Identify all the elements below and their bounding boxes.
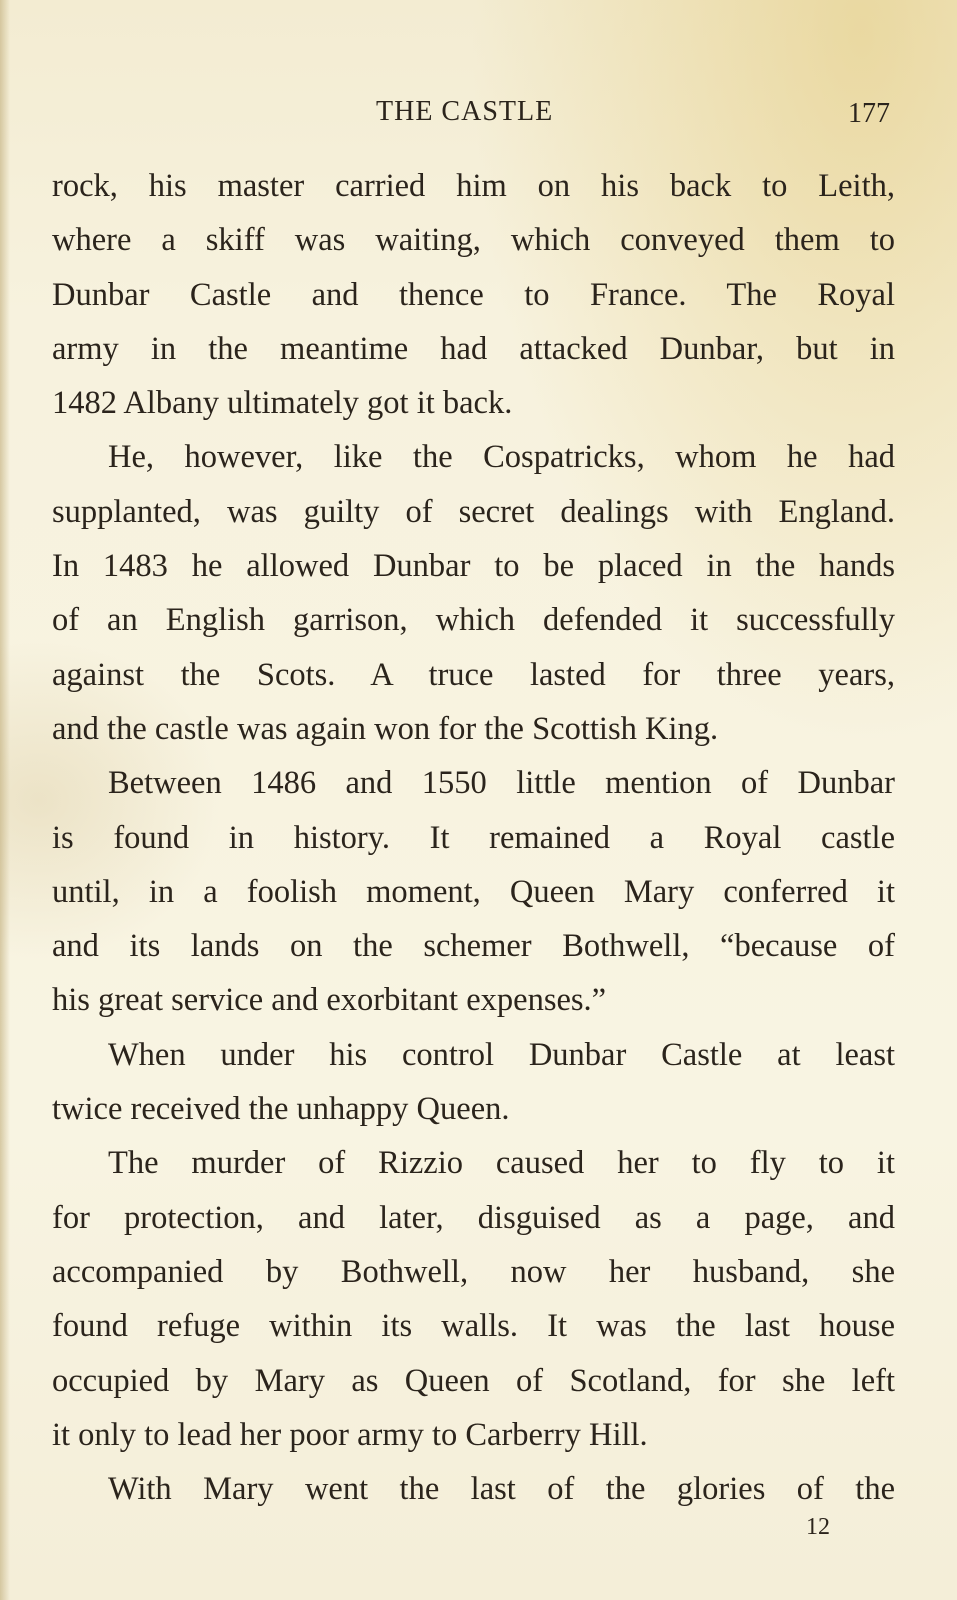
text-line: for protection, and later, disguised as a page, and — [52, 1199, 895, 1236]
page-gutter-shadow — [0, 0, 10, 1600]
text-line: The murder of Rizzio caused her to fly to it — [108, 1145, 895, 1182]
text-line: and the castle was again won for the Scottish King. — [52, 710, 719, 747]
running-head — [0, 96, 957, 136]
paragraph — [52, 159, 895, 430]
paragraph — [52, 1028, 895, 1137]
text-line: In 1483 he allowed Dunbar to be placed in the hands — [52, 548, 895, 585]
text-line: Dunbar Castle and thence to France. The Royal — [52, 276, 895, 313]
text-line: is found in history. It remained a Royal castle — [52, 819, 895, 856]
paragraph — [52, 430, 895, 756]
text-line: supplanted, was guilty of secret dealings with England. — [52, 493, 895, 530]
text-line: and its lands on the schemer Bothwell, “because of — [52, 928, 895, 965]
text-line: twice received the unhappy Queen. — [52, 1091, 510, 1128]
text-line: until, in a foolish moment, Queen Mary conferred it — [52, 873, 895, 910]
paragraph — [52, 756, 895, 1027]
text-line: of an English garrison, which defended it successfully — [52, 602, 895, 639]
text-line: where a skiff was waiting, which conveyed them to — [52, 222, 895, 259]
paragraph — [52, 1462, 895, 1516]
text-line: 1482 Albany ultimately got it back. — [52, 385, 513, 422]
text-line: his great service and exorbitant expenses.” — [52, 982, 607, 1019]
text-line: against the Scots. A truce lasted for three years, — [52, 656, 895, 693]
text-line: rock, his master carried him on his back to Leith, — [52, 168, 895, 204]
paragraph — [52, 1136, 895, 1462]
text-line: it only to lead her poor army to Carberry Hill. — [52, 1416, 648, 1453]
text-line: accompanied by Bothwell, now her husband, she — [52, 1253, 895, 1290]
text-line: occupied by Mary as Queen of Scotland, for she left — [52, 1362, 895, 1399]
text-line: found refuge within its walls. It was the last house — [52, 1308, 895, 1345]
text-line: Between 1486 and 1550 little mention of Dunbar — [108, 765, 895, 802]
text-line: He, however, like the Cospatricks, whom he had — [108, 439, 895, 476]
page-number: 177 — [848, 98, 890, 129]
body-text — [52, 159, 895, 1516]
running-title: THE CASTLE — [376, 96, 554, 127]
text-line: When under his control Dunbar Castle at least — [108, 1036, 895, 1073]
signature-mark: 12 — [806, 1514, 830, 1540]
text-line: With Mary went the last of the glories of the — [108, 1471, 895, 1508]
text-line: army in the meantime had attacked Dunbar, but in — [52, 330, 895, 367]
